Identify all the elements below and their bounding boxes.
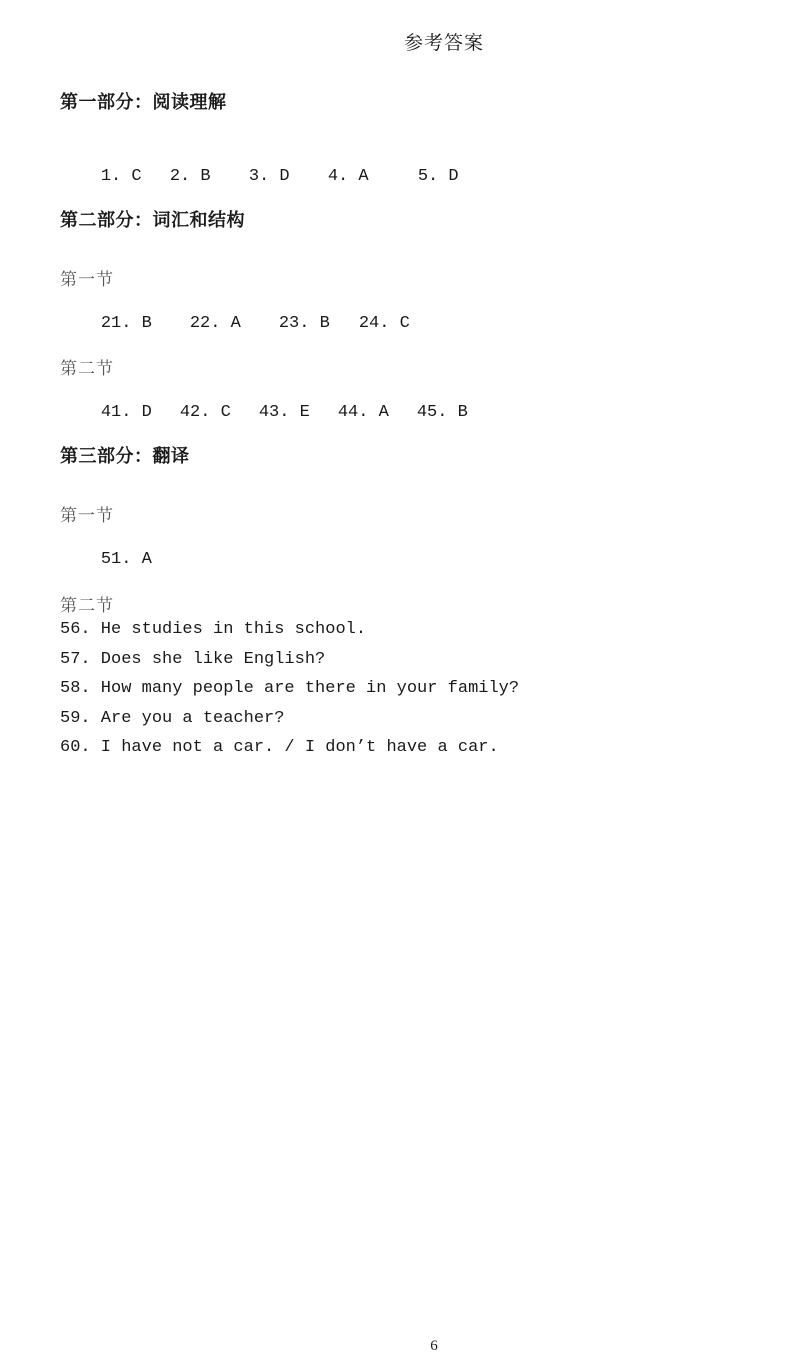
part2-heading: 第二部分：词汇和结构 <box>60 210 245 231</box>
answer-item: 22. A <box>189 314 241 333</box>
answer-item: 41. D <box>100 403 152 422</box>
part2-section1-answers <box>60 295 410 352</box>
part2-section1-heading: 第一节 <box>60 270 114 290</box>
part1-heading: 第一部分：阅读理解 <box>60 92 227 113</box>
list-item: 58. How many people are there in your family? <box>60 679 520 698</box>
part3-section1-heading: 第一节 <box>60 506 114 526</box>
answer-item: 4. A <box>327 167 369 186</box>
part2-section2-answers <box>60 384 468 441</box>
part2-section2-heading: 第二节 <box>60 359 114 379</box>
answer-item: 3. D <box>248 167 290 186</box>
part3-section2-heading: 第二节 <box>60 596 114 616</box>
answer-item: 45. B <box>416 403 468 422</box>
list-item: 60. I have not a car. / I don’t have a car. <box>60 738 499 757</box>
part3-section1-answers <box>60 531 152 588</box>
answer-item: 42. C <box>179 403 231 422</box>
answer-item: 1. C <box>100 167 142 186</box>
answer-item: 21. B <box>100 314 152 333</box>
page-number: 6 <box>430 1338 438 1354</box>
answer-item: 43. E <box>258 403 310 422</box>
part3-heading: 第三部分：翻译 <box>60 446 190 467</box>
page-title: 参考答案 <box>403 32 484 54</box>
answer-item: 51. A <box>100 550 152 569</box>
list-item: 59. Are you a teacher? <box>60 708 285 728</box>
list-item: 56. He studies in this school. <box>60 620 367 639</box>
part1-answers <box>60 148 459 205</box>
answer-item: 2. B <box>169 167 211 186</box>
translation-sentences <box>60 618 519 766</box>
list-item: 57. Does she like English? <box>60 649 326 669</box>
answer-item: 5. D <box>417 167 459 186</box>
answer-item: 44. A <box>337 403 389 422</box>
answer-item: 23. B <box>278 314 330 333</box>
answer-item: 24. C <box>358 314 410 333</box>
